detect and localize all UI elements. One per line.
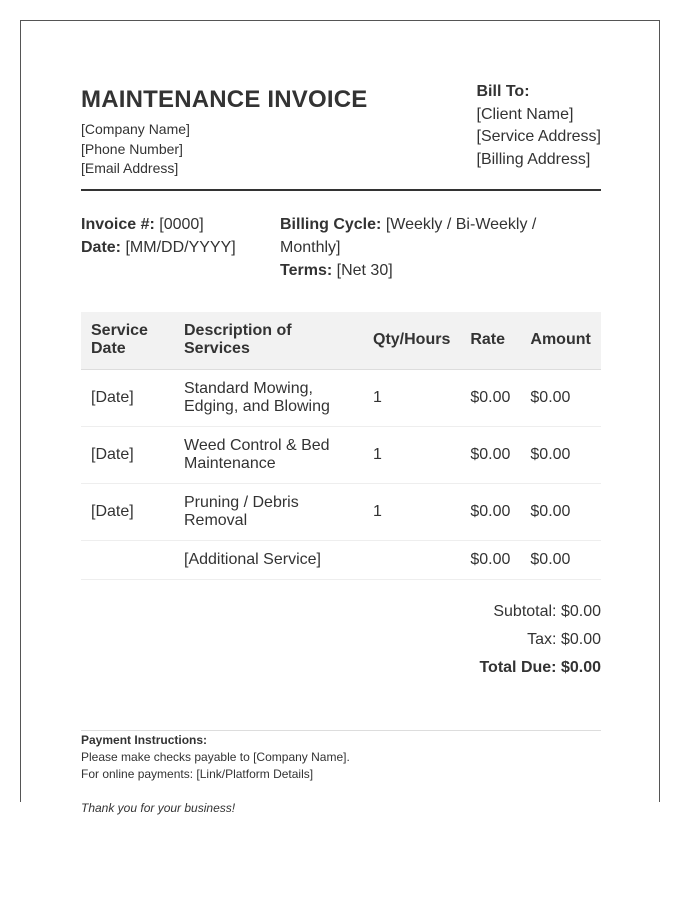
cell-qty: 1	[363, 426, 460, 483]
payment-terms-value: [Net 30]	[336, 261, 393, 279]
payment-line-checks: Please make checks payable to [Company Name].	[81, 749, 350, 764]
subtotal-value: $0.00	[560, 602, 601, 620]
invoice-page	[20, 20, 660, 815]
cell-date	[81, 540, 174, 579]
totals-block	[81, 598, 601, 682]
cell-qty: 1	[363, 483, 460, 540]
table-row	[81, 426, 601, 483]
payment-line-online: For online payments: [Link/Platform Details]	[81, 766, 314, 781]
bill-to-block	[477, 81, 602, 171]
invoice-date-label: Date:	[81, 238, 122, 256]
billing-address: [Billing Address]	[476, 150, 591, 168]
invoice-title: MAINTENANCE INVOICE	[81, 86, 368, 113]
cell-description: Pruning / Debris Removal	[174, 483, 363, 540]
meta-right	[280, 213, 601, 282]
services-table	[81, 312, 601, 580]
invoice-date	[81, 236, 280, 259]
invoice-meta	[81, 213, 601, 282]
invoice-header	[81, 81, 601, 191]
payment-terms	[280, 259, 601, 282]
table-row	[81, 369, 601, 426]
company-name: [Company Name]	[81, 121, 190, 137]
cell-date: [Date]	[81, 483, 174, 540]
billing-cycle	[280, 213, 601, 259]
cell-qty: 1	[363, 369, 460, 426]
cell-date: [Date]	[81, 369, 174, 426]
cell-rate: $0.00	[460, 426, 520, 483]
header-qty-hours: Qty/Hours	[363, 312, 460, 370]
cell-rate: $0.00	[460, 483, 520, 540]
meta-left	[81, 213, 280, 282]
table-row	[81, 483, 601, 540]
company-block	[81, 81, 367, 179]
cell-description: [Additional Service]	[174, 540, 363, 579]
subtotal-line	[81, 598, 601, 626]
billing-cycle-value: [Weekly / Bi-Weekly / Monthly]	[280, 215, 537, 256]
cell-amount: $0.00	[520, 540, 601, 579]
header-rate: Rate	[460, 312, 520, 370]
payment-terms-label: Terms:	[280, 261, 333, 279]
header-amount: Amount	[520, 312, 601, 370]
cell-amount: $0.00	[520, 483, 601, 540]
table-header-row	[81, 312, 601, 370]
cell-qty	[363, 540, 460, 579]
tax-line	[81, 626, 601, 654]
cell-rate: $0.00	[460, 369, 520, 426]
payment-instructions	[81, 730, 601, 817]
header-service-date: Service Date	[81, 312, 174, 370]
total-due-line	[81, 654, 601, 682]
cell-rate: $0.00	[460, 540, 520, 579]
invoice-number	[81, 213, 280, 236]
company-email: [Email Address]	[81, 160, 179, 176]
cell-description: Weed Control & Bed Maintenance	[174, 426, 363, 483]
subtotal-label: Subtotal:	[493, 602, 557, 620]
invoice-number-value: [0000]	[159, 215, 204, 233]
cell-amount: $0.00	[520, 369, 601, 426]
cell-description: Standard Mowing, Edging, and Blowing	[174, 369, 363, 426]
total-due-label: Total Due:	[479, 658, 557, 676]
table-row	[81, 540, 601, 579]
service-address: [Service Address]	[476, 128, 601, 145]
cell-amount: $0.00	[520, 426, 601, 483]
total-due-value: $0.00	[560, 658, 601, 676]
tax-label: Tax:	[527, 630, 557, 648]
invoice-number-label: Invoice #:	[81, 215, 155, 233]
thank-you-note: Thank you for your business!	[81, 800, 236, 815]
payment-label: Payment Instructions:	[81, 732, 208, 747]
header-description: Description of Services	[174, 312, 363, 370]
client-name: [Client Name]	[476, 105, 574, 123]
bill-to-label: Bill To:	[476, 83, 530, 100]
company-phone: [Phone Number]	[81, 140, 183, 157]
invoice-date-value: [MM/DD/YYYY]	[125, 238, 236, 256]
tax-value: $0.00	[560, 630, 601, 648]
billing-cycle-label: Billing Cycle:	[280, 215, 382, 233]
invoice-content	[81, 81, 601, 817]
cell-date: [Date]	[81, 426, 174, 483]
